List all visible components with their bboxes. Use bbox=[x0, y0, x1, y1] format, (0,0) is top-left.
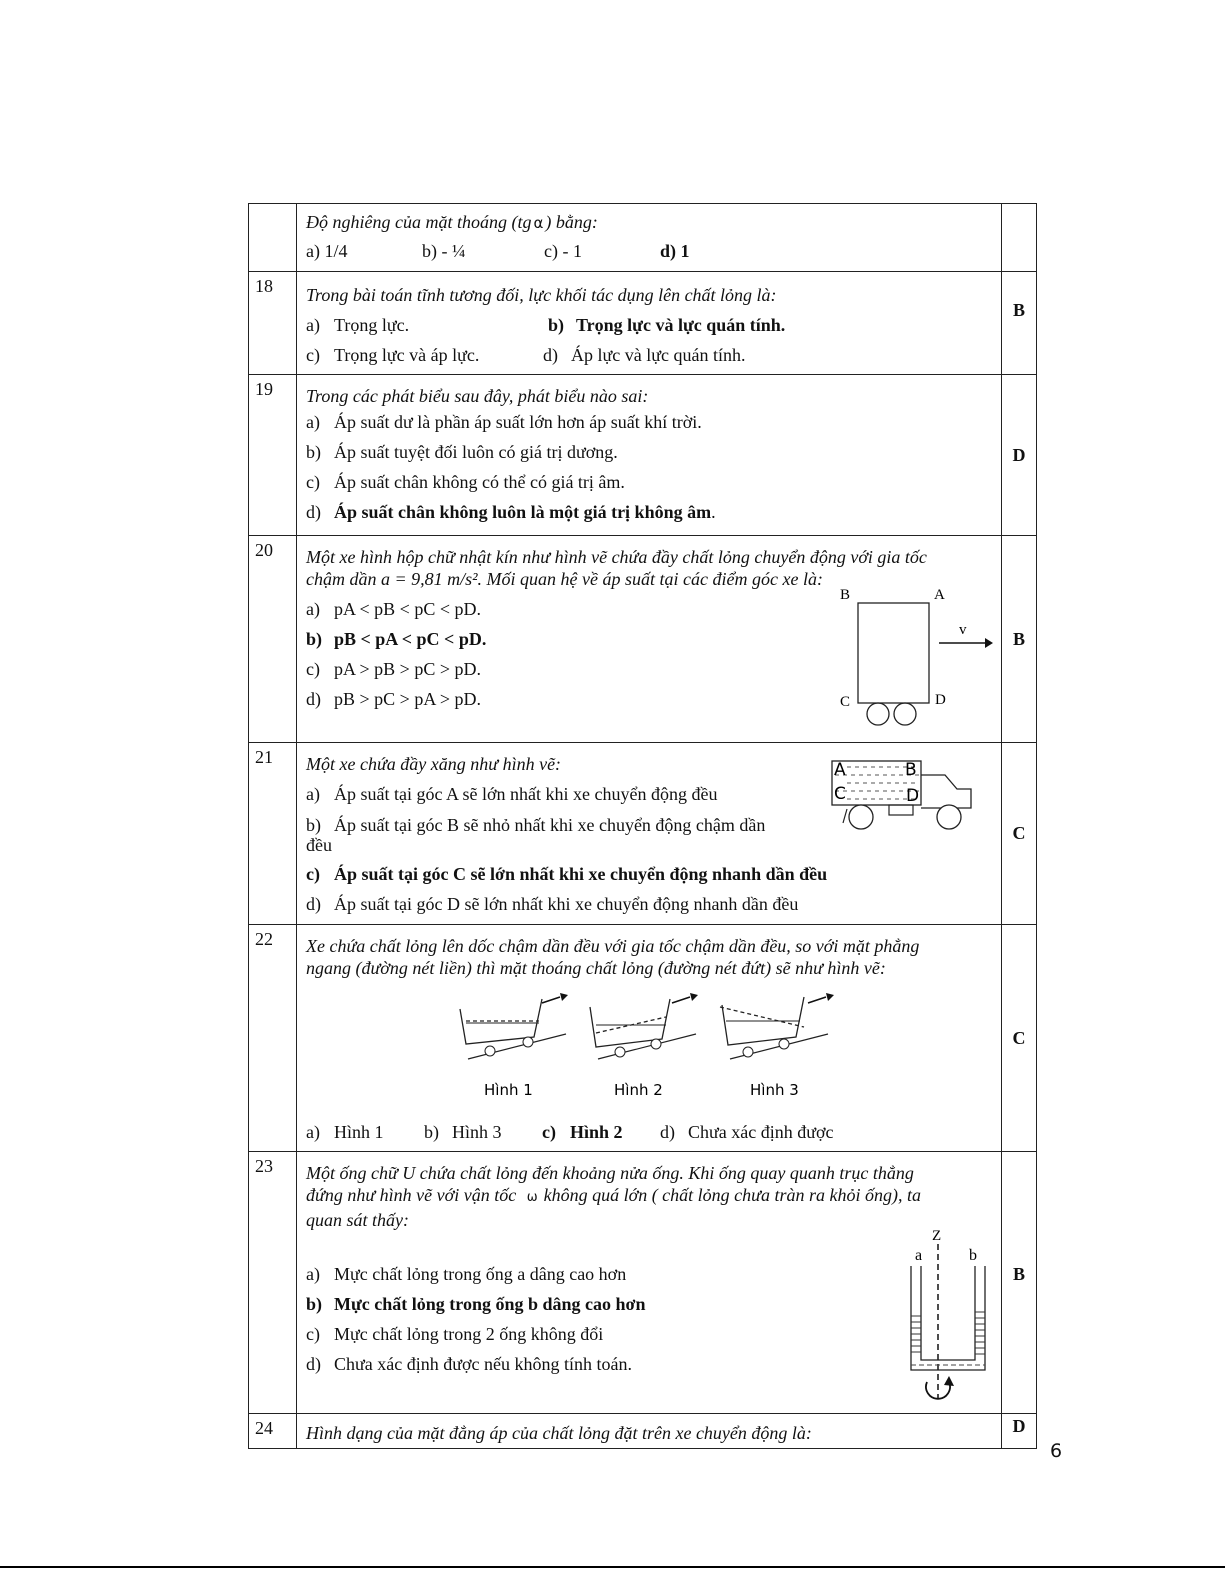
question-stem: Hình dạng của mặt đẳng áp của chất lỏng đặt trên xe chuyển động là: bbox=[306, 1423, 812, 1443]
option-d: d) 1 bbox=[660, 241, 690, 261]
option-c: c) pA > pB > pC > pD. bbox=[306, 659, 481, 679]
option-d: d) Chưa xác định được nếu không tính toán. bbox=[306, 1354, 632, 1374]
corner-label-D: D bbox=[906, 786, 920, 806]
question-stem: Một xe chứa đầy xăng như hình vẽ: bbox=[306, 754, 562, 774]
corner-label-A: A bbox=[934, 588, 945, 603]
question-stem: Trong bài toán tĩnh tương đối, lực khối tác dụng lên chất lỏng là: bbox=[306, 285, 777, 305]
question-body bbox=[297, 925, 1002, 1152]
question-row-24 bbox=[249, 1414, 1037, 1449]
option-d: d) Áp suất chân không luôn là một giá trị không âm. bbox=[306, 502, 716, 522]
question-table bbox=[248, 203, 1037, 1449]
question-body bbox=[297, 1152, 1002, 1414]
options-row: a) Trọng lực. b) Trọng lực và lực quán tính. bbox=[306, 315, 786, 335]
option-b: Hình 3 bbox=[452, 1122, 502, 1142]
question-body: Một xe chứa đầy xăng như hình vẽ: a) Áp suất tại góc A sẽ lớn nhất khi xe chuyển động đều b) Áp suất tại góc B sẽ nhỏ nhất khi xe chuyển động chậm dần đều c) Áp suất tại góc C sẽ lớn nhất khi xe chuyển động nhanh dần đều d) Áp suất tại góc D sẽ lớn nhất khi xe chuyển động nhanh dần đều A B C D bbox=[297, 743, 1002, 925]
question-number: 23 bbox=[249, 1152, 297, 1414]
u-tube-figure bbox=[897, 1226, 997, 1406]
answer-cell: B bbox=[1002, 1152, 1037, 1414]
option-c: c) Mực chất lỏng trong 2 ống không đổi bbox=[306, 1324, 604, 1344]
corner-label-B: B bbox=[905, 760, 917, 780]
answer-cell: D bbox=[1002, 1414, 1037, 1449]
question-row-20 bbox=[249, 536, 1037, 743]
corner-label-C: C bbox=[834, 784, 846, 804]
option-b: b) Mực chất lỏng trong ống b dâng cao hơn bbox=[306, 1294, 646, 1314]
question-number bbox=[249, 204, 297, 272]
hinh-3-figure bbox=[720, 993, 834, 1059]
option-c: Hình 2 bbox=[570, 1122, 623, 1142]
tube-label-a: a bbox=[915, 1247, 923, 1264]
question-stem: Một xe hình hộp chữ nhật kín như hình vẽ chứa đầy chất lỏng chuyển động với gia tốc chậm dần a = 9,81 m/s². Mối quan hệ về áp suất tại các điểm góc xe là: bbox=[306, 547, 927, 589]
question-row-21 bbox=[249, 743, 1037, 925]
hinh-2-figure bbox=[590, 993, 698, 1059]
option-d: d) pB > pC > pA > pD. bbox=[306, 689, 481, 709]
question-row-23 bbox=[249, 1152, 1037, 1414]
option-b: b) Áp suất tại góc B sẽ nhỏ nhất khi xe chuyển động chậm dần bbox=[306, 815, 766, 835]
options-row: a) Hình 1 b) Hình 3 c) Hình 2 d) Chưa xác định được bbox=[306, 1122, 834, 1142]
closed-tank-car-figure bbox=[837, 588, 1007, 738]
figure-caption-3: Hình 3 bbox=[750, 1081, 799, 1099]
option-c: c) Áp suất tại góc C sẽ lớn nhất khi xe chuyển động nhanh dần đều bbox=[306, 864, 828, 884]
question-stem: Một ống chữ U chứa chất lỏng đến khoảng nửa ống. Khi ống quay quanh trục thẳng đứng như hình vẽ với vận tốc ω không quá lớn ( chất lỏng chưa tràn ra khỏi ống), ta quan sát thấy: bbox=[306, 1163, 921, 1230]
answer-cell: C bbox=[1002, 925, 1037, 1152]
axis-label-z: Z bbox=[932, 1228, 942, 1244]
corner-label-A: A bbox=[834, 760, 846, 780]
question-body bbox=[297, 536, 1002, 743]
corner-label-D: D bbox=[935, 692, 946, 708]
option-b: b) - ¼ bbox=[422, 241, 466, 261]
option-a: a) Áp suất tại góc A sẽ lớn nhất khi xe chuyển động đều bbox=[306, 784, 718, 804]
question-row-18 bbox=[249, 272, 1037, 375]
answer-cell: C bbox=[1002, 743, 1037, 925]
figure-caption-2: Hình 2 bbox=[614, 1081, 663, 1099]
options-row bbox=[306, 236, 993, 266]
answer-cell: D bbox=[1002, 375, 1037, 536]
hinh-1-figure bbox=[460, 993, 568, 1059]
question-stem: Độ nghiêng của mặt thoáng (tg α ) bằng: bbox=[306, 212, 598, 232]
option-a: a) 1/4 bbox=[306, 241, 348, 261]
option-c: c) Áp suất chân không có thể có giá trị âm. bbox=[306, 472, 625, 492]
velocity-label: v bbox=[959, 622, 967, 638]
question-body bbox=[297, 272, 1002, 375]
question-body bbox=[297, 1414, 1002, 1449]
bottom-rule bbox=[0, 1566, 1225, 1568]
option-a: Trọng lực. bbox=[334, 315, 410, 335]
figure-caption-1: Hình 1 bbox=[484, 1081, 533, 1099]
option-b: b) pB < pA < pC < pD. bbox=[306, 629, 487, 649]
question-number: 21 bbox=[249, 743, 297, 925]
option-d: Áp lực và lực quán tính. bbox=[571, 345, 746, 365]
question-number: 24 bbox=[249, 1414, 297, 1449]
question-number: 20 bbox=[249, 536, 297, 743]
page-number: 6 bbox=[1050, 1440, 1063, 1462]
question-body bbox=[297, 375, 1002, 536]
question-row-19 bbox=[249, 375, 1037, 536]
question-stem: Trong các phát biểu sau đây, phát biểu nào sai: bbox=[306, 386, 649, 406]
slope-figures bbox=[456, 989, 836, 1099]
omega-symbol: ω bbox=[526, 1190, 538, 1205]
question-number: 22 bbox=[249, 925, 297, 1152]
answer-cell bbox=[1002, 204, 1037, 272]
question-number: 19 bbox=[249, 375, 297, 536]
alpha-symbol: α bbox=[533, 214, 544, 232]
corner-label-B: B bbox=[840, 588, 851, 603]
option-b: b) Áp suất tuyệt đối luôn có giá trị dương. bbox=[306, 442, 618, 462]
question-number: 18 bbox=[249, 272, 297, 375]
tube-label-b: b bbox=[969, 1247, 977, 1264]
fuel-truck-figure bbox=[825, 753, 975, 833]
option-c: c) - 1 bbox=[544, 241, 582, 261]
question-stem: Xe chứa chất lỏng lên dốc chậm dần đều với gia tốc chậm dần đều, so với mặt phẳng ngang (đường nét liền) thì mặt thoáng chất lỏng (đường nét đứt) sẽ như hình vẽ: bbox=[306, 936, 920, 978]
option-a: a) Mực chất lỏng trong ống a dâng cao hơn bbox=[306, 1264, 627, 1284]
option-a: Hình 1 bbox=[334, 1122, 384, 1142]
option-d: Chưa xác định được bbox=[688, 1122, 834, 1142]
options-row: c) Trọng lực và áp lực. d) Áp lực và lực quán tính. bbox=[306, 345, 746, 365]
question-row-22 bbox=[249, 925, 1037, 1152]
question-row-17 bbox=[249, 204, 1037, 272]
option-b: Trọng lực và lực quán tính. bbox=[576, 315, 786, 335]
option-a: a) Áp suất dư là phần áp suất lớn hơn áp suất khí trời. bbox=[306, 412, 702, 432]
option-a: a) pA < pB < pC < pD. bbox=[306, 599, 481, 619]
corner-label-C: C bbox=[840, 694, 851, 710]
answer-cell: B bbox=[1002, 272, 1037, 375]
option-c: Trọng lực và áp lực. bbox=[334, 345, 480, 365]
answer-cell: B bbox=[1002, 536, 1037, 743]
option-d: d) Áp suất tại góc D sẽ lớn nhất khi xe chuyển động nhanh dần đều bbox=[306, 894, 799, 914]
question-body bbox=[297, 204, 1002, 272]
